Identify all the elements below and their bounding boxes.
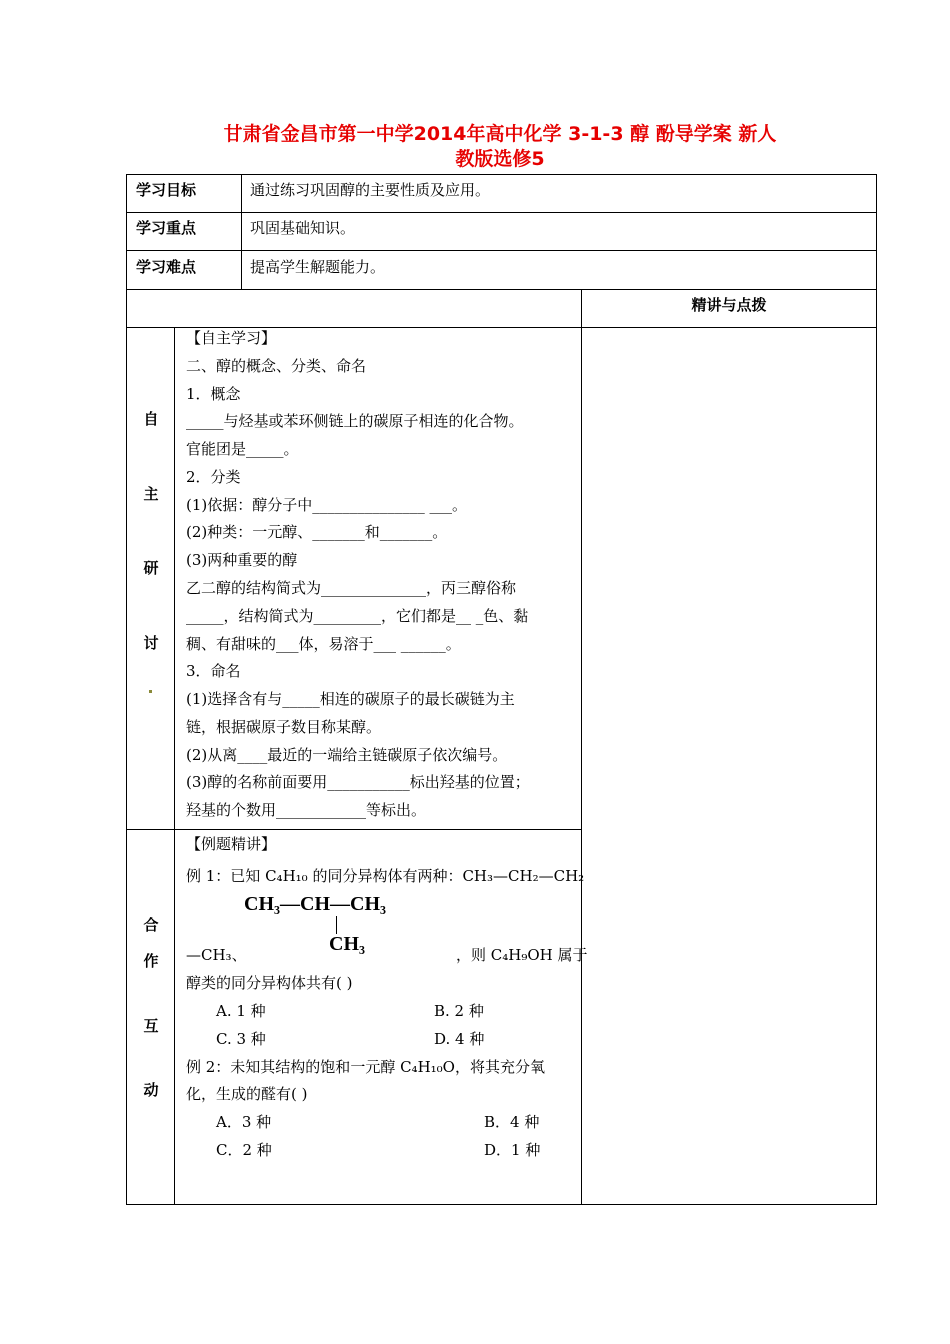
table-rule	[126, 1204, 877, 1205]
right-column-header: 精讲与点拨	[691, 296, 767, 314]
title-line-2: 教版选修5	[455, 148, 545, 170]
example2-option: B．4 种	[484, 1113, 540, 1131]
content-line: 官能团是_____。	[186, 440, 299, 458]
content-line: (1)选择含有与_____相连的碳原子的最长碳链为主	[186, 690, 515, 708]
example1-line1: 例 1：已知 C₄H₁₀ 的同分异构体有两种：CH₃—CH₂—CH₂	[186, 867, 585, 885]
section2-side-char: 合	[143, 916, 159, 934]
content-line: 羟基的个数用____________等标出。	[186, 801, 427, 819]
section2-side-char: 动	[143, 1081, 159, 1099]
table-rule	[126, 174, 877, 175]
row-label-difficulty: 学习难点	[136, 258, 197, 276]
example2-line1: 例 2：未知其结构的饱和一元醇 C₄H₁₀O，将其充分氧	[186, 1058, 545, 1076]
title-line-1: 甘肃省金昌市第一中学2014年高中化学 3-1-3 醇 酚导学案 新人	[223, 123, 777, 145]
content-line: (2)从离____最近的一端给主链碳原子依次编号。	[186, 746, 508, 764]
example1-line2-right: ，则 C₄H₉OH 属于	[456, 946, 588, 964]
content-line: 稠、有甜味的___体，易溶于___ ______。	[186, 635, 461, 653]
example1-line3: 醇类的同分异构体共有( )	[186, 974, 353, 992]
table-rule	[126, 289, 877, 290]
section1-side-char: 研	[143, 559, 159, 577]
table-rule	[581, 289, 582, 1205]
content-line: (1)依据：醇分子中_______________ ___。	[186, 496, 468, 514]
document-title	[125, 122, 875, 172]
row-label-objective: 学习目标	[136, 181, 197, 199]
content-line: 1．概念	[186, 385, 241, 403]
example1-option: A. 1 种	[216, 1002, 266, 1020]
example1-option: C. 3 种	[216, 1030, 266, 1048]
content-line: _____，结构简式为_________，它们都是__ _色、黏	[186, 607, 529, 625]
row-value-difficulty: 提高学生解题能力。	[250, 258, 386, 276]
content-line: 2．分类	[186, 468, 241, 486]
content-line: (2)种类：一元醇、_______和_______。	[186, 523, 448, 541]
example2-option: A．3 种	[216, 1113, 272, 1131]
example2-line2: 化，生成的醛有( )	[186, 1085, 308, 1103]
content-line: 乙二醇的结构简式为______________，丙三醇俗称	[186, 579, 517, 597]
table-rule	[174, 327, 175, 1205]
example2-option: C．2 种	[216, 1141, 272, 1159]
content-line: 链，根据碳原子数目称某醇。	[186, 718, 382, 736]
section1-side-char: 自	[143, 410, 159, 428]
formula-bond	[336, 916, 337, 934]
table-rule	[876, 174, 877, 1205]
section2-side-char: 互	[143, 1017, 159, 1035]
content-line: 3．命名	[186, 662, 241, 680]
content-line: (3)两种重要的醇	[186, 551, 298, 569]
table-rule	[241, 174, 242, 289]
content-line: _____与烃基或苯环侧链上的碳原子相连的化合物。	[186, 412, 524, 430]
section1-side-char: 主	[143, 485, 159, 503]
section1-side-char: 讨	[143, 634, 159, 652]
section2-side-char: 作	[143, 952, 159, 970]
row-label-key-point: 学习重点	[136, 219, 197, 237]
example-heading: 【例题精讲】	[186, 835, 277, 853]
isobutane-branch: CH₃	[329, 933, 365, 955]
table-rule	[126, 829, 582, 830]
row-value-key-point: 巩固基础知识。	[250, 219, 356, 237]
stray-dot	[149, 690, 152, 693]
example1-option: D. 4 种	[434, 1030, 485, 1048]
row-value-objective: 通过练习巩固醇的主要性质及应用。	[250, 181, 491, 199]
example2-option: D．1 种	[484, 1141, 541, 1159]
table-rule	[126, 212, 877, 213]
table-rule	[126, 250, 877, 251]
content-line: 二、醇的概念、分类、命名	[186, 357, 367, 375]
example1-option: B. 2 种	[434, 1002, 484, 1020]
content-line: (3)醇的名称前面要用___________标出羟基的位置；	[186, 773, 530, 791]
table-rule	[126, 174, 127, 1205]
isobutane-formula: CH₃—CH—CH₃	[244, 893, 386, 915]
example1-line2-left: —CH₃、	[186, 946, 247, 964]
self-study-heading: 【自主学习】	[186, 329, 277, 347]
